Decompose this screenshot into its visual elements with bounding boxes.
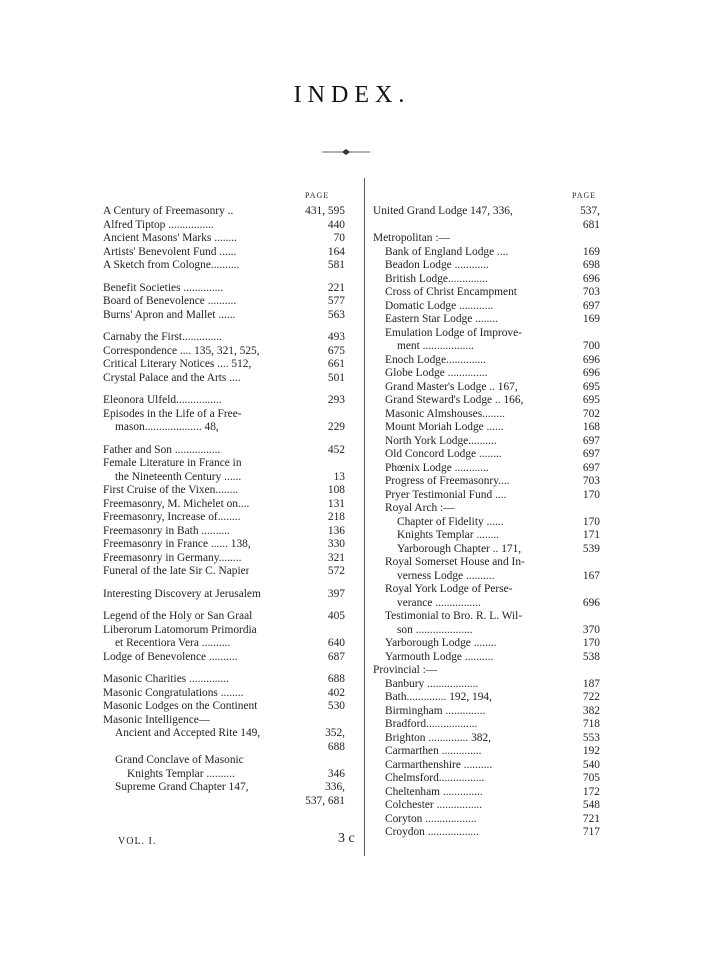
entry-title: Bradford.................. <box>385 718 478 730</box>
index-entry <box>103 651 345 665</box>
entry-title: Phœnix Lodge ............ <box>385 461 489 474</box>
entry-page: 702 <box>582 407 600 420</box>
entry-page: 697 <box>582 448 600 460</box>
index-entry <box>373 448 600 462</box>
entry-page: 168 <box>582 421 600 433</box>
entry-page: 661 <box>327 358 345 370</box>
entry-page: 229 <box>327 421 345 433</box>
index-entry <box>373 651 600 665</box>
entry-page: 169 <box>582 313 600 325</box>
entry-title: Bath.............. 192, 194, <box>385 691 492 703</box>
entry-title: Globe Lodge .............. <box>385 367 488 379</box>
index-entry <box>103 457 345 471</box>
entry-title: Grand Conclave of Masonic <box>115 754 244 766</box>
entry-title: Masonic Almshouses........ <box>385 407 505 420</box>
index-entry <box>373 813 600 827</box>
index-entry <box>373 543 600 557</box>
entry-title: Benefit Societies .............. <box>103 281 224 294</box>
entry-page: 431, 595 <box>305 205 345 217</box>
entry-page: 553 <box>582 731 600 744</box>
signature-mark: 3 c <box>338 831 355 846</box>
index-entry <box>373 394 600 408</box>
entry-page: 405 <box>327 610 345 622</box>
index-entry <box>103 421 345 435</box>
entry-page: 696 <box>582 272 600 285</box>
index-entry <box>103 768 345 782</box>
index-entry <box>103 552 345 566</box>
entry-page: 696 <box>582 353 600 366</box>
index-entry <box>103 741 345 755</box>
index-entry <box>373 475 600 489</box>
entry-title: Artists' Benevolent Fund ...... <box>103 245 237 258</box>
entry-page: 695 <box>582 394 600 406</box>
entry-title: Croydon .................. <box>385 826 479 838</box>
index-entry <box>373 435 600 449</box>
index-entry <box>373 232 600 246</box>
index-entry <box>373 556 600 570</box>
entry-title: Knights Templar .......... <box>127 767 235 780</box>
index-entry <box>103 246 345 260</box>
entry-page: 718 <box>582 718 600 730</box>
index-entry <box>103 444 345 458</box>
entry-page: 170 <box>582 515 600 528</box>
index-entry <box>373 718 600 732</box>
entry-title: Yarborough Chapter .. 171, <box>397 542 522 555</box>
entry-page: 700 <box>582 340 600 352</box>
entry-title: Metropolitan :— <box>373 232 450 244</box>
index-entry <box>103 372 345 386</box>
entry-title: Progress of Freemasonry.... <box>385 475 510 487</box>
index-entry <box>103 610 345 624</box>
entry-page: 13 <box>333 470 345 483</box>
entry-title: et Recentiora Vera .......... <box>115 637 231 649</box>
index-entry <box>103 538 345 552</box>
entry-title: Father and Son ................ <box>103 443 221 456</box>
index-entry <box>373 367 600 381</box>
entry-page: 563 <box>327 308 345 321</box>
entry-title: Royal Arch :— <box>385 502 455 514</box>
entry-title: Provincial :— <box>373 664 438 676</box>
index-entry <box>103 331 345 345</box>
entry-title: Emulation Lodge of Improve- <box>385 326 522 339</box>
column-divider <box>364 178 365 856</box>
entry-page: 688 <box>327 673 345 685</box>
entry-title: Knights Templar ........ <box>397 529 500 541</box>
entry-title: Female Literature in France in <box>103 457 242 469</box>
entry-page: 136 <box>327 524 345 537</box>
index-entry <box>373 462 600 476</box>
index-entry <box>373 624 600 638</box>
entry-title: United Grand Lodge 147, 336, <box>373 205 513 217</box>
index-entry <box>103 588 345 602</box>
entry-page: 70 <box>333 232 345 244</box>
index-entry <box>373 516 600 530</box>
entry-title: Coryton .................. <box>385 812 477 825</box>
index-entry <box>103 511 345 525</box>
entry-title: Royal York Lodge of Perse- <box>385 583 513 595</box>
index-entry <box>373 759 600 773</box>
index-entry <box>373 597 600 611</box>
entry-page: 167 <box>582 569 600 582</box>
entry-title: Grand Master's Lodge .. 167, <box>385 380 518 393</box>
entry-title: Cross of Christ Encampment <box>385 286 517 298</box>
index-entry <box>103 700 345 714</box>
entry-page: 493 <box>327 331 345 343</box>
entry-title: Correspondence .... 135, 321, 525, <box>103 344 260 357</box>
index-entry <box>373 340 600 354</box>
entry-title: North York Lodge.......... <box>385 434 497 447</box>
index-entry <box>103 714 345 728</box>
index-entry <box>103 637 345 651</box>
entry-page: 640 <box>327 637 345 649</box>
entry-page: 440 <box>327 218 345 231</box>
entry-title: Carnaby the First.............. <box>103 331 222 343</box>
entry-page: 697 <box>582 434 600 447</box>
entry-title: Mount Moriah Lodge ...... <box>385 421 504 433</box>
index-entry <box>103 565 345 579</box>
entry-page: 548 <box>582 799 600 811</box>
entry-title: Testimonial to Bro. R. L. Wil- <box>385 610 523 622</box>
index-entry <box>373 786 600 800</box>
entry-title: Interesting Discovery at Jerusalem <box>103 587 261 600</box>
entry-page: 131 <box>327 497 345 510</box>
index-entry <box>103 754 345 768</box>
index-entry <box>373 610 600 624</box>
entry-page: 169 <box>582 245 600 258</box>
entry-title: Masonic Intelligence— <box>103 713 211 726</box>
entry-title: Grand Steward's Lodge .. 166, <box>385 394 524 406</box>
index-entry <box>103 498 345 512</box>
index-entry <box>373 246 600 260</box>
index-entry <box>373 732 600 746</box>
entry-title: Bank of England Lodge .... <box>385 245 509 258</box>
entry-page: 687 <box>327 650 345 663</box>
entry-title: Ancient Masons' Marks ........ <box>103 232 237 244</box>
entry-title: son .................... <box>397 623 473 636</box>
entry-page: 293 <box>327 394 345 406</box>
index-entry <box>373 421 600 435</box>
entry-title: mason.................... 48, <box>115 421 219 433</box>
entry-title: Alfred Tiptop ................ <box>103 218 214 231</box>
index-entry <box>373 826 600 840</box>
entry-title: Crystal Palace and the Arts .... <box>103 371 241 384</box>
index-entry <box>373 678 600 692</box>
entry-page: 581 <box>327 259 345 271</box>
entry-page: 572 <box>327 565 345 577</box>
index-entry <box>103 624 345 638</box>
index-entry <box>103 727 345 741</box>
entry-page: 352, <box>325 727 345 739</box>
entry-page: 697 <box>582 461 600 474</box>
entry-title: Birmingham .............. <box>385 704 486 717</box>
index-entry <box>373 705 600 719</box>
index-entry <box>373 219 600 233</box>
entry-title: Funeral of the late Sir C. Napier <box>103 565 250 577</box>
entry-page: 696 <box>582 367 600 379</box>
entry-page: 537, <box>580 205 600 217</box>
entry-title: Burns' Apron and Mallet ...... <box>103 308 236 321</box>
entry-page: 538 <box>582 650 600 663</box>
entry-page: 688 <box>327 740 345 753</box>
entry-page: 537, 681 <box>305 794 345 807</box>
entry-page: 695 <box>582 380 600 393</box>
entry-page: 696 <box>582 596 600 609</box>
entry-title: Masonic Charities .............. <box>103 673 229 685</box>
entry-page: 330 <box>327 538 345 550</box>
index-entry <box>103 471 345 485</box>
entry-page: 370 <box>582 623 600 636</box>
entry-title: Colchester ................ <box>385 799 483 811</box>
index-entry <box>373 313 600 327</box>
index-entry <box>373 502 600 516</box>
entry-title: Critical Literary Notices .... 512, <box>103 358 252 370</box>
entry-title: Eastern Star Lodge ........ <box>385 313 498 325</box>
index-entry <box>373 381 600 395</box>
index-entry <box>103 687 345 701</box>
entry-title: Domatic Lodge ............ <box>385 299 494 312</box>
entry-title: Liberorum Latomorum Primordia <box>103 623 257 636</box>
entry-page: 722 <box>582 691 600 703</box>
entry-title: the Nineteenth Century ...... <box>115 470 242 483</box>
index-entry <box>103 259 345 273</box>
entry-page: 675 <box>327 344 345 357</box>
entry-page: 721 <box>582 812 600 825</box>
index-entry <box>373 489 600 503</box>
entry-page: 501 <box>327 371 345 384</box>
entry-page: 171 <box>582 529 600 541</box>
index-entry <box>103 219 345 233</box>
entry-page: 530 <box>327 700 345 712</box>
entry-page: 717 <box>582 826 600 838</box>
entry-title: Enoch Lodge.............. <box>385 353 486 366</box>
index-entry <box>103 282 345 296</box>
entry-page: 336, <box>325 781 345 793</box>
entry-title: Carmarthenshire .......... <box>385 758 493 771</box>
entry-title: Freemasonry in France ...... 138, <box>103 538 251 550</box>
index-entry <box>103 673 345 687</box>
entry-title: Chapter of Fidelity ...... <box>397 515 504 528</box>
index-entry <box>373 529 600 543</box>
entry-title: Yarborough Lodge ........ <box>385 637 497 649</box>
entry-page: 321 <box>327 551 345 564</box>
entry-title: A Century of Freemasonry .. <box>103 205 234 217</box>
index-entry <box>103 358 345 372</box>
entry-page: 192 <box>582 745 600 757</box>
entry-title: Supreme Grand Chapter 147, <box>115 781 249 793</box>
entry-page: 402 <box>327 686 345 699</box>
index-entry <box>103 394 345 408</box>
index-entry <box>103 484 345 498</box>
entry-title: Freemasonry in Bath .......... <box>103 524 230 537</box>
index-entry <box>373 570 600 584</box>
entry-page: 681 <box>582 218 600 231</box>
index-entry <box>103 205 345 219</box>
entry-title: Banbury .................. <box>385 677 479 690</box>
entry-title: verness Lodge .......... <box>397 569 495 582</box>
entry-page: 221 <box>327 281 345 294</box>
index-entry <box>103 232 345 246</box>
index-entry <box>373 745 600 759</box>
index-entry <box>373 772 600 786</box>
entry-page: 170 <box>582 637 600 649</box>
entry-page: 703 <box>582 475 600 487</box>
entry-page: 170 <box>582 488 600 501</box>
entry-title: Board of Benevolence .......... <box>103 295 237 307</box>
index-entry <box>373 259 600 273</box>
entry-title: verance ................ <box>397 596 481 609</box>
entry-title: Yarmouth Lodge .......... <box>385 650 494 663</box>
entry-title: Old Concord Lodge ........ <box>385 448 502 460</box>
index-entry <box>373 691 600 705</box>
index-entry <box>373 664 600 678</box>
index-entry <box>103 295 345 309</box>
entry-page: 539 <box>582 542 600 555</box>
volume-label: VOL. I. <box>118 836 157 847</box>
index-entry <box>373 286 600 300</box>
entry-title: Cheltenham .............. <box>385 785 483 798</box>
index-entry <box>373 273 600 287</box>
index-entry <box>373 408 600 422</box>
entry-title: ment .................. <box>397 340 474 352</box>
entry-title: Carmarthen .............. <box>385 745 482 757</box>
ornament-divider-icon <box>322 147 370 157</box>
index-entry <box>103 795 345 809</box>
entry-title: Freemasonry, Increase of........ <box>103 511 241 523</box>
entry-title: Ancient and Accepted Rite 149, <box>115 727 261 739</box>
entry-title: First Cruise of the Vixen........ <box>103 484 239 496</box>
entry-page: 703 <box>582 286 600 298</box>
entry-page: 540 <box>582 758 600 771</box>
left-page-header: PAGE <box>305 191 330 200</box>
entry-title: Chelmsford................ <box>385 772 485 784</box>
index-entry <box>373 354 600 368</box>
entry-title: Masonic Lodges on the Continent <box>103 700 258 712</box>
entry-page: 577 <box>327 295 345 307</box>
entry-page: 187 <box>582 677 600 690</box>
entry-title: British Lodge.............. <box>385 272 488 285</box>
index-entry <box>373 799 600 813</box>
entry-title: Beadon Lodge ............ <box>385 259 489 271</box>
index-entry <box>373 583 600 597</box>
entry-page: 698 <box>582 259 600 271</box>
entry-title: Lodge of Benevolence .......... <box>103 650 238 663</box>
index-entry <box>373 637 600 651</box>
entry-title: Legend of the Holy or San Graal <box>103 610 253 622</box>
page-title: INDEX. <box>293 82 411 108</box>
entry-page: 218 <box>327 511 345 523</box>
index-entry <box>103 525 345 539</box>
index-entry <box>373 300 600 314</box>
entry-page: 164 <box>327 245 345 258</box>
entry-title: Masonic Congratulations ........ <box>103 686 244 699</box>
entry-page: 697 <box>582 299 600 312</box>
entry-page: 108 <box>327 484 345 496</box>
index-entry <box>103 309 345 323</box>
index-entry <box>373 205 600 219</box>
entry-page: 382 <box>582 704 600 717</box>
entry-page: 346 <box>327 767 345 780</box>
entry-title: Royal Somerset House and In- <box>385 556 525 568</box>
entry-title: A Sketch from Cologne.......... <box>103 259 240 271</box>
entry-page: 172 <box>582 785 600 798</box>
entry-title: Brighton .............. 382, <box>385 731 491 744</box>
index-entry <box>103 781 345 795</box>
index-entry <box>103 345 345 359</box>
index-entry <box>103 408 345 422</box>
right-page-header: PAGE <box>572 191 597 200</box>
entry-title: Freemasonry, M. Michelet on.... <box>103 497 250 510</box>
entry-title: Pryer Testimonial Fund .... <box>385 488 507 501</box>
entry-page: 397 <box>327 587 345 600</box>
entry-title: Freemasonry in Germany........ <box>103 551 242 564</box>
entry-page: 452 <box>327 443 345 456</box>
index-entry <box>373 327 600 341</box>
entry-title: Eleonora Ulfeld................ <box>103 394 222 406</box>
entry-title: Episodes in the Life of a Free- <box>103 407 242 420</box>
entry-page: 705 <box>582 772 600 784</box>
